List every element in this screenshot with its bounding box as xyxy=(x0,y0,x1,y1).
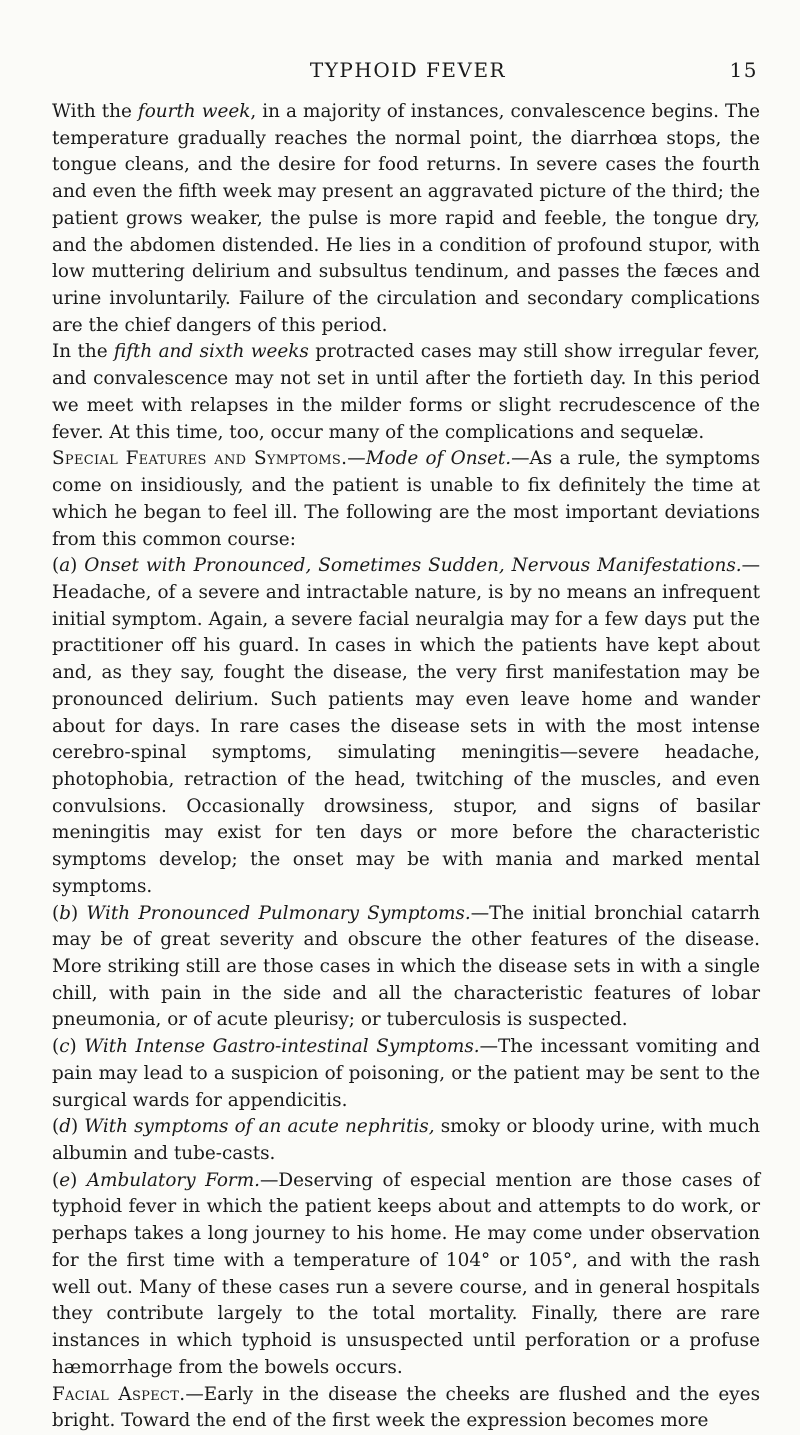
paragraph-facial-aspect: Facial Aspect.—Early in the disease the cheeks are flushed and the eyes bright. Toward the end of the first week the expression becomes more xyxy=(52,1383,761,1432)
emphasis: fourth week xyxy=(137,101,251,122)
section-heading: Facial Aspect. xyxy=(52,1383,186,1405)
emphasis: fifth and sixth weeks xyxy=(113,341,309,363)
running-header xyxy=(58,58,758,86)
paragraph-item-e: (e) Ambulatory Form.—Deserving of especial mention are those cases of typhoid fever in which the patient keeps about and attempts to do work, or perhaps takes a long journey to his home. He may come under observation for the first time with a temperature of 104° or 105°, and with the rash well out. Many of these cases run a severe course, and in general hospitals they contribute largely to the total mortality. Finally, there are rare instances in which typhoid is unsuspected until perforation or a profuse hæmorrhage from the bowels occurs. xyxy=(52,1169,760,1378)
item-letter: a xyxy=(59,555,71,577)
item-letter: d xyxy=(59,1116,71,1138)
paragraph-item-d: (d) With symptoms of an acute nephritis, smoky or bloody urine, with much albumin and tube-casts. xyxy=(52,1116,760,1165)
item-heading: Ambulatory Form. xyxy=(86,1169,261,1191)
body-text xyxy=(52,99,760,1435)
paragraph-item-a: (a) Onset with Pronounced, Sometimes Sudden, Nervous Manifestations.—Headache, of a severe and intractable nature, is by no means an infrequent initial symptom. Again, a severe facial neuralgia may for a few days put the practitioner off his guard. In cases in which the patients have kept about and, as they say, fought the disease, the very first manifestation may be pronounced delirium. Such patients may even leave home and wander about for days. In rare cases the disease sets in with the most intense cerebro-spinal symptoms, simulating meningitis—severe headache, photophobia, retraction of the head, twitching of the muscles, and even convulsions. Occasionally drowsiness, stupor, and signs of basilar meningitis may exist for ten days or more before the characteristic symptoms develop; the onset may be with mania and marked mental symptoms. xyxy=(52,555,760,897)
item-heading: With Intense Gastro-intestinal Symptoms. xyxy=(84,1036,480,1058)
item-heading: With symptoms of an acute nephritis, xyxy=(84,1116,435,1138)
paragraph-fifth-sixth-weeks: In the fifth and sixth weeks protracted cases may still show irregular fever, and convalescence may not set in until after the fortieth day. In this period we meet with relapses in the milder forms or slight recrudescence of the fever. At this time, too, occur many of the complications and sequelæ. xyxy=(52,341,760,443)
item-letter: e xyxy=(59,1169,71,1191)
item-letter: b xyxy=(59,902,71,924)
subheading: Mode of Onset. xyxy=(365,448,512,470)
item-heading: With Pronounced Pulmonary Symptoms. xyxy=(86,902,471,924)
item-letter: c xyxy=(59,1036,70,1058)
paragraph-item-c: (c) With Intense Gastro-intestinal Symptoms.—The incessant vomiting and pain may lead to a suspicion of poisoning, or the patient may be sent to the surgical wards for appendicitis. xyxy=(52,1036,760,1111)
item-heading: Onset with Pronounced, Sometimes Sudden, Nervous Manifestations. xyxy=(84,555,742,577)
page-number: 15 xyxy=(729,58,758,82)
section-heading: Special Features and Symptoms. xyxy=(52,448,348,470)
running-title: TYPHOID FEVER xyxy=(309,58,507,82)
paragraph-item-b: (b) With Pronounced Pulmonary Symptoms.—The initial bronchial catarrh may be of great severity and obscure the other features of the disease. More striking still are those cases in which the disease sets in with a single chill, with pain in the side and all the characteristic features of lobar pneumonia, or of acute pleurisy; or tuberculosis is suspected. xyxy=(52,902,761,1031)
paragraph-special-features: Special Features and Symptoms.—Mode of Onset.—As a rule, the symptoms come on insidiously, and the patient is unable to fix definitely the time at which he began to feel ill. The following are the most important deviations from this common course: xyxy=(52,448,761,550)
paragraph-fourth-week: With the fourth week, in a majority of instances, convalescence begins. The temperature gradually reaches the normal point, the diarrhœa stops, the tongue cleans, and the desire for food returns. In severe cases the fourth and even the fifth week may present an aggravated picture of the third; the patient grows weaker, the pulse is more rapid and feeble, the tongue dry, and the abdomen distended. He lies in a condition of profound stupor, with low muttering delirium and subsultus tendinum, and passes the fæces and urine involuntarily. Failure of the circulation and secondary complications are the chief dangers of this period. xyxy=(52,101,760,336)
